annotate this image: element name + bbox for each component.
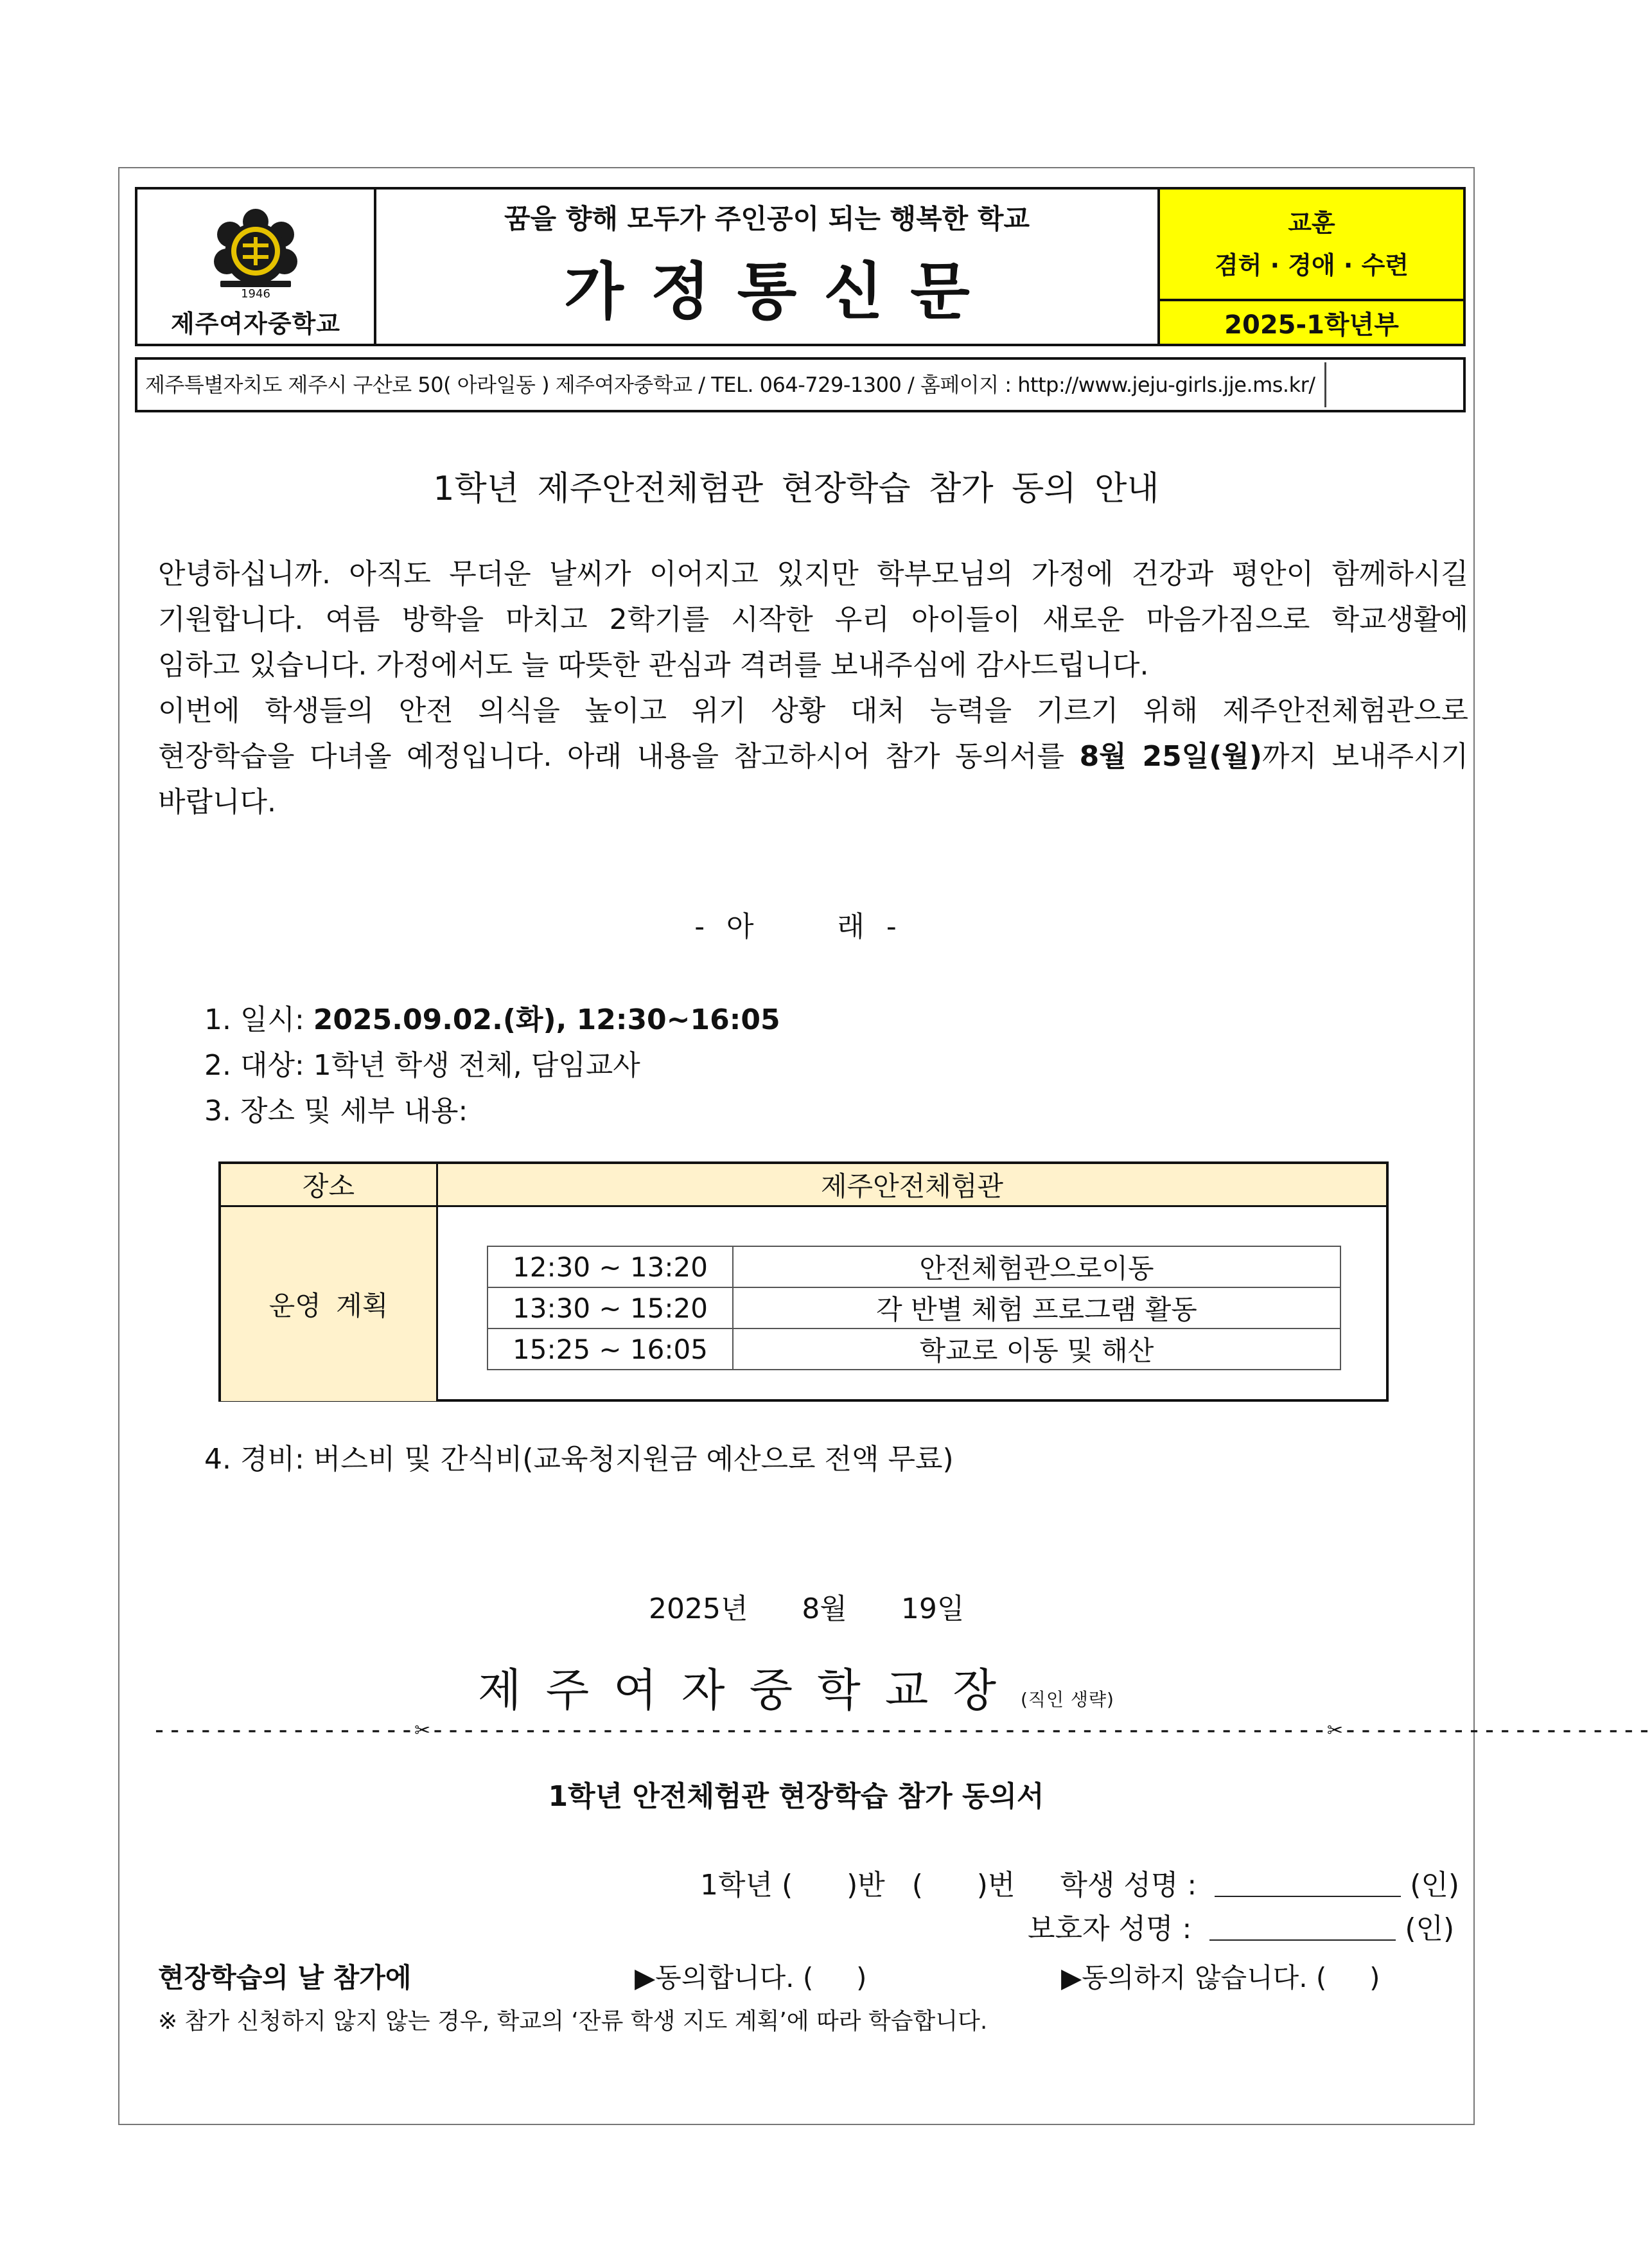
- place-value: 제주안전체험관: [820, 1170, 1003, 1202]
- paragraph-line: 임하고 있습니다. 가정에서도 늘 따뜻한 관심과 격려를 보내주심에 감사드립니다.: [158, 649, 1149, 682]
- student-name-label: 학생 성명 :: [1060, 1869, 1197, 1902]
- paragraph-line-text: 현장학습을 다녀올 예정입니다. 아래 내용을 참고하시어 참가 동의서를: [158, 740, 1065, 773]
- place-label: 장소: [221, 1164, 438, 1205]
- item-date: [204, 997, 780, 1043]
- detail-table: [218, 1161, 1389, 1402]
- student-sign-row: [700, 1862, 1459, 1903]
- schedule-activity: 각 반별 체험 프로그램 활동: [733, 1287, 1340, 1329]
- schedule-time: 13:30 ~ 15:20: [488, 1287, 733, 1329]
- emblem-year: 1946: [241, 287, 270, 301]
- item-date-value: 2025.09.02.(화), 12:30~16:05: [313, 1003, 780, 1036]
- schedule-activity: 학교로 이동 및 해산: [733, 1329, 1340, 1370]
- class-number-field[interactable]: 1학년 ( )반 ( )번: [700, 1869, 1015, 1902]
- cut-line: -----------------✂----------------------------------------------------------✂--------------------: [152, 1715, 1652, 1745]
- date-day: 19일: [901, 1593, 965, 1625]
- school-slogan: 꿈을 향해 모두가 주인공이 되는 행복한 학교: [504, 202, 1030, 234]
- principal-signature: [0, 1654, 1592, 1719]
- school-address: 제주특별자치도 제주시 구산로 50( 아라일동 ) 제주여자중학교 / TEL. 064-729-1300 / 홈페이지 : http://www.jeju-girls.jje.ms.kr/: [145, 362, 1326, 407]
- newsletter-title: 가정통신문: [564, 255, 997, 328]
- schedule-time: 15:25 ~ 16:05: [488, 1329, 733, 1370]
- motto-block: [1160, 190, 1463, 344]
- table-row: [488, 1246, 1340, 1287]
- schedule-activity: 안전체험관으로이동: [733, 1246, 1340, 1287]
- deadline-suffix: 까지 보내주시기: [1261, 740, 1468, 773]
- motto-box: [1160, 190, 1463, 301]
- paragraph-line: 바랍니다.: [158, 786, 277, 818]
- detail-items: [204, 997, 780, 1134]
- item-place: 3. 장소 및 세부 내용:: [204, 1095, 468, 1127]
- parent-sign-row: [1028, 1905, 1454, 1946]
- schedule-table: [487, 1246, 1341, 1370]
- footnote: ※ 참가 신청하지 않지 않는 경우, 학교의 ‘잔류 학생 지도 계획’에 따라 학습합니다.: [158, 2008, 988, 2035]
- student-name-field[interactable]: [1215, 1871, 1401, 1897]
- parent-seal: (인): [1405, 1912, 1455, 1945]
- consent-title: 1학년 안전체험관 현장학습 참가 동의서: [548, 1780, 1044, 1813]
- school-name: 제주여자중학교: [171, 310, 340, 338]
- letter-header: [135, 187, 1466, 346]
- table-row: [488, 1329, 1340, 1370]
- date-month: 8월: [802, 1593, 847, 1625]
- deadline-date: 8월 25일(월): [1079, 740, 1262, 773]
- item-expense: 4. 경비: 버스비 및 간식비(교육청지원금 예산으로 전액 무료): [204, 1443, 954, 1476]
- participate-label: 현장학습의 날 참가에: [158, 1962, 412, 1993]
- table-row: [488, 1287, 1340, 1329]
- schedule-time: 12:30 ~ 13:20: [488, 1246, 733, 1287]
- motto-text: 겸허 · 경애 · 수련: [1214, 251, 1409, 279]
- parent-name-label: 보호자 성명 :: [1028, 1912, 1192, 1945]
- paragraph-line: 안녕하십니까. 아직도 무더운 날씨가 이어지고 있지만 학부모님의 가정에 건강과 평안이 함께하시길: [158, 558, 1468, 590]
- item-target: 2. 대상: 1학년 학생 전체, 담임교사: [204, 1049, 640, 1082]
- item-date-label: 1. 일시:: [204, 1003, 313, 1036]
- date-year: 2025년: [649, 1593, 748, 1625]
- detail-table-body: [221, 1207, 1386, 1401]
- principal-note: (직인 생략): [1021, 1689, 1114, 1710]
- parent-name-field[interactable]: [1209, 1915, 1396, 1941]
- school-logo-block: [137, 190, 376, 344]
- title-block: [376, 190, 1160, 344]
- principal-name: 제주여자중학교장: [478, 1664, 1021, 1717]
- plan-cell: [438, 1207, 1386, 1401]
- paragraph-line: 이번에 학생들의 안전 의식을 높이고 위기 상황 대처 능력을 기르기 위해 제주안전체험관으로: [158, 694, 1468, 727]
- disagree-option[interactable]: ▶동의하지 않습니다. ( ): [1061, 1962, 1380, 1993]
- notice-heading: - 아 래 -: [694, 910, 898, 943]
- plan-label: 운영 계획: [221, 1207, 438, 1401]
- agree-option[interactable]: ▶동의합니다. ( ): [635, 1962, 867, 1993]
- document-title: 1학년 제주안전체험관 현장학습 참가 동의 안내: [433, 470, 1159, 508]
- student-seal: (인): [1410, 1869, 1460, 1902]
- detail-table-header: [221, 1164, 1386, 1207]
- issue-date: [649, 1585, 964, 1627]
- school-emblem-icon: [207, 209, 304, 299]
- motto-label: 교훈: [1288, 209, 1335, 237]
- address-bar: [135, 357, 1466, 412]
- paragraph-line: 기원합니다. 여름 방학을 마치고 2학기를 시작한 우리 아이들이 새로운 마음가짐으로 학교생활에: [158, 603, 1468, 636]
- paragraph-line: [158, 734, 1468, 779]
- issue-label: 2025-1학년부: [1160, 301, 1463, 344]
- body-paragraph: [158, 551, 1468, 825]
